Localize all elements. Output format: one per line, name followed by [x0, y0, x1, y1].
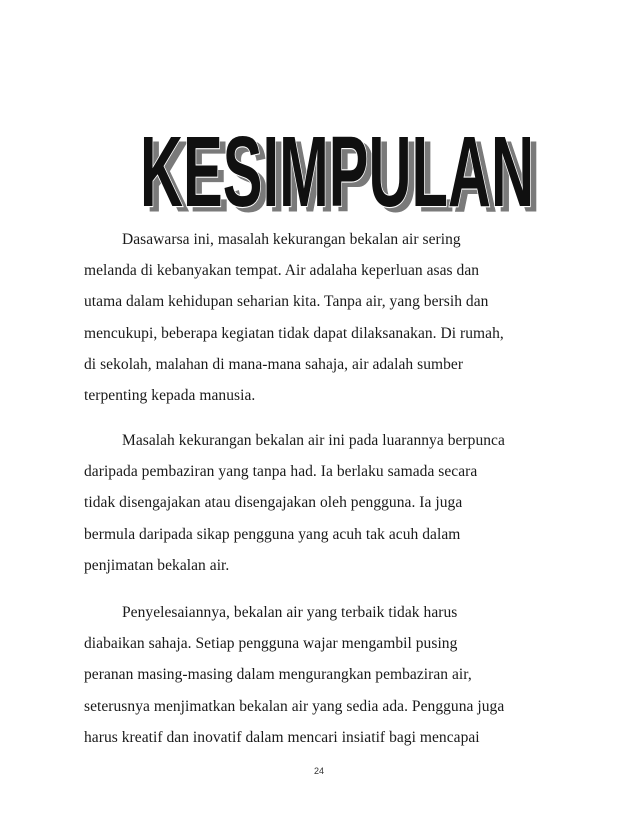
page-number: 24 [313, 766, 324, 776]
paragraph-3 [84, 597, 564, 753]
text-line: Penyelesaiannya, bekalan air yang terbaik tidak harus [122, 604, 458, 621]
text-line: tidak disengajakan atau disengajakan oleh pengguna. Ia juga [84, 494, 463, 512]
title-shadow: KESIMPULAN [146, 128, 540, 214]
text-line: Masalah kekurangan bekalan air ini pada luarannya berpunca [122, 432, 505, 449]
text-line: seterusnya menjimatkan bekalan air yang sedia ada. Pengguna juga [84, 697, 505, 715]
text-line: peranan masing-masing dalam mengurangkan pembaziran air, [84, 666, 472, 684]
text-line: utama dalam kehidupan seharian kita. Tanpa air, yang bersih dan [84, 293, 489, 311]
text-line: daripada pembaziran yang tanpa had. Ia berlaku samada secara [84, 463, 478, 481]
title-text: KESIMPULAN [140, 128, 534, 214]
text-line: di sekolah, malahan di mana-mana sahaja, air adalah sumber [84, 355, 464, 373]
text-line: bermula daripada sikap pengguna yang acuh tak acuh dalam [84, 525, 461, 543]
text-line: diabaikan sahaja. Setiap pengguna wajar mengambil pusing [84, 635, 458, 653]
paragraph-2 [84, 425, 564, 581]
text-line: penjimatan bekalan air. [84, 556, 230, 574]
text-line: mencukupi, beberapa kegiatan tidak dapat dilaksanakan. Di rumah, [84, 324, 504, 342]
text-line: harus kreatif dan inovatif dalam mencari insiatif bagi mencapai [84, 728, 480, 746]
paragraph-1 [84, 224, 564, 411]
page-title [140, 128, 542, 214]
text-line: Dasawarsa ini, masalah kekurangan bekalan air sering [122, 231, 461, 248]
text-line: melanda di kebanyakan tempat. Air adalaha keperluan asas dan [84, 262, 480, 280]
text-line: terpenting kepada manusia. [84, 387, 256, 405]
title-wordart [140, 128, 542, 214]
